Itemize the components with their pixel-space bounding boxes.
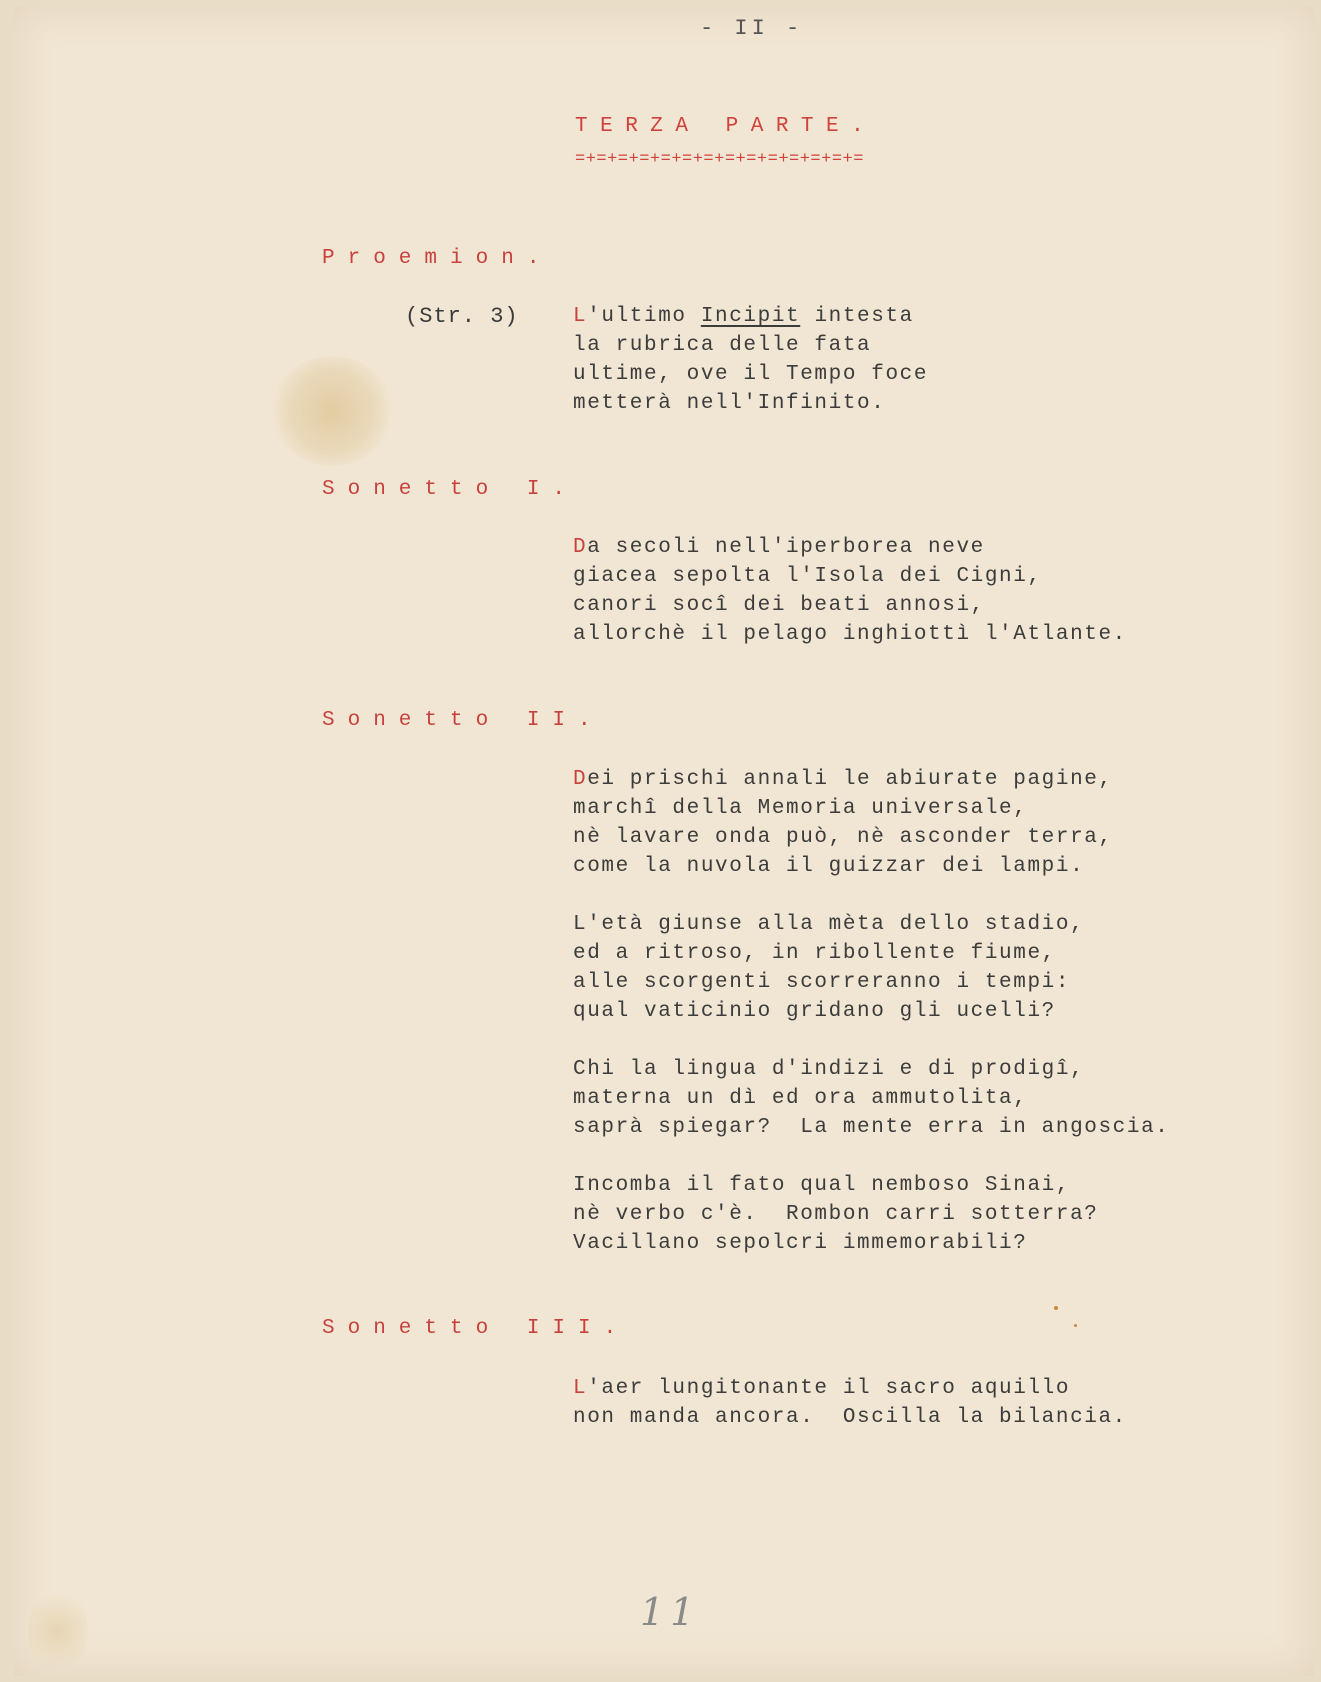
verse-line: metterà nell'Infinito.	[573, 392, 886, 415]
section-heading-sonetto-1: Sonetto I.	[322, 478, 579, 501]
paper-speck	[1054, 1306, 1058, 1310]
section-heading-proemion: Proemion.	[322, 247, 553, 270]
paper-speck	[1074, 1324, 1077, 1327]
stanza	[573, 302, 928, 418]
verse-line: come la nuvola il guizzar dei lampi.	[573, 855, 1085, 878]
paper-stain	[272, 356, 392, 466]
verse-line: la rubrica delle fata	[573, 334, 872, 357]
verse-line: Incomba il fato qual nemboso Sinai,	[573, 1174, 1071, 1197]
paper-stain	[28, 1586, 88, 1676]
verse-line: L'ultimo Incipit intesta	[573, 305, 914, 328]
verse-line: giacea sepolta l'Isola dei Cigni,	[573, 565, 1042, 588]
verse-line: ultime, ove il Tempo foce	[573, 363, 929, 386]
stanza	[573, 1171, 1098, 1258]
part-title: TERZA PARTE.	[575, 115, 877, 138]
verse-line: L'età giunse alla mèta dello stadio,	[573, 913, 1085, 936]
verse-line: allorchè il pelago inghiottì l'Atlante.	[573, 623, 1127, 646]
verse-line: qual vaticinio gridano gli ucelli?	[573, 1000, 1056, 1023]
verse-initial: D	[573, 536, 588, 559]
verse-line: nè lavare onda può, nè asconder terra,	[573, 826, 1113, 849]
section-heading-sonetto-3: Sonetto III.	[322, 1317, 630, 1340]
verse-line: non manda ancora. Oscilla la bilancia.	[573, 1406, 1127, 1429]
strophe-reference: (Str. 3)	[405, 304, 519, 329]
verse-line: Vacillano sepolcri immemorabili?	[573, 1232, 1028, 1255]
stanza	[573, 910, 1084, 1026]
verse-initial: D	[573, 768, 588, 791]
verse-line: Da secoli nell'iperborea neve	[573, 536, 985, 559]
verse-line: Chi la lingua d'indizi e di prodigî,	[573, 1058, 1085, 1081]
stanza	[573, 1374, 1127, 1432]
handwritten-folio-number: 11	[640, 1590, 701, 1634]
verse-line: alle scorgenti scorreranno i tempi:	[573, 971, 1071, 994]
verse-line: canori socî dei beati annosi,	[573, 594, 985, 617]
stanza	[573, 765, 1113, 881]
verse-line: L'aer lungitonante il sacro aquillo	[573, 1377, 1071, 1400]
verse-line: materna un dì ed ora ammutolita,	[573, 1087, 1028, 1110]
title-rule: =+=+=+=+=+=+=+=+=+=+=+=+=+=	[575, 150, 864, 169]
verse-initial: L	[573, 305, 588, 328]
verse-initial: L	[573, 1377, 588, 1400]
verse-line: saprà spiegar? La mente erra in angoscia.	[573, 1116, 1170, 1139]
verse-line: nè verbo c'è. Rombon carri sotterra?	[573, 1203, 1099, 1226]
stanza	[573, 533, 1127, 649]
verse-line: marchî della Memoria universale,	[573, 797, 1028, 820]
stanza	[573, 1055, 1170, 1142]
page-number: - II -	[700, 16, 804, 41]
section-heading-sonetto-2: Sonetto II.	[322, 709, 604, 732]
verse-line: ed a ritroso, in ribollente fiume,	[573, 942, 1056, 965]
verse-line: Dei prischi annali le abiurate pagine,	[573, 768, 1113, 791]
underlined-word: Incipit	[700, 305, 801, 328]
